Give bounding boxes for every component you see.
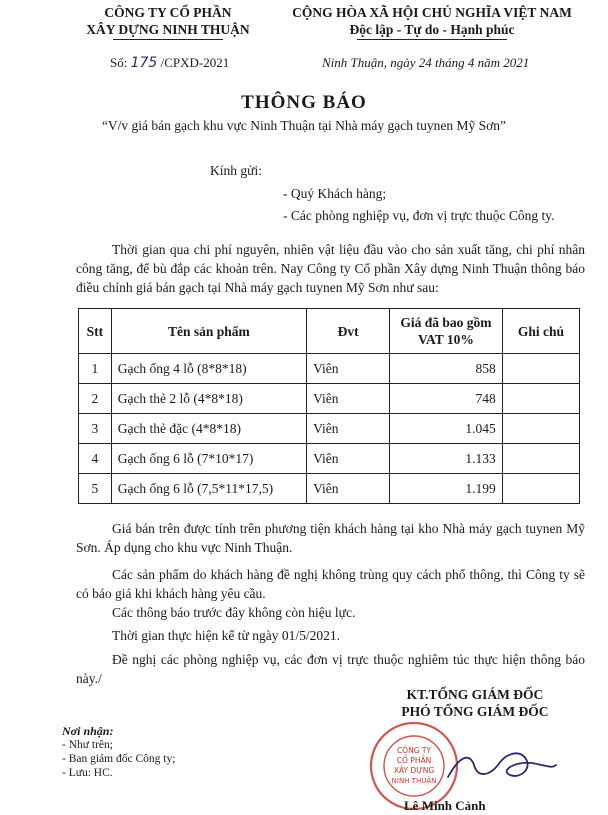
header-product-name: Tên sản phẩm	[111, 309, 306, 354]
recipients-heading: Nơi nhận:	[62, 724, 114, 738]
cell-unit: Viên	[307, 384, 390, 414]
cell-unit: Viên	[307, 474, 390, 504]
intro-paragraph	[76, 240, 585, 297]
paragraph-text: Thời gian thực hiện kể từ ngày 01/5/2021.	[112, 628, 340, 643]
cell-stt: 2	[79, 384, 112, 414]
signature-title-block	[360, 686, 590, 720]
header-stt: Stt	[79, 309, 112, 354]
document-number-suffix: /CPXD-2021	[157, 55, 230, 70]
cell-price: 1.133	[390, 444, 503, 474]
paragraph-text: Các thông báo trước đây không còn hiệu lực.	[112, 605, 356, 620]
signer-name: Lê Minh Cảnh	[404, 798, 486, 813]
cell-stt: 3	[79, 414, 112, 444]
recipient-departments: - Các phòng nghiệp vụ, đơn vị trực thuộc Công ty.	[283, 208, 555, 223]
cell-unit: Viên	[307, 354, 390, 384]
cell-stt: 4	[79, 444, 112, 474]
company-header	[68, 4, 268, 40]
table-header-row	[79, 309, 580, 354]
cell-price: 748	[390, 384, 503, 414]
signature-title-line2: PHÓ TỔNG GIÁM ĐỐC	[401, 704, 549, 719]
paragraph-text: Giá bán trên được tính trên phương tiện khách hàng tại kho Nhà máy gạch tuynen Mỹ Sơn. Áp dụng cho khu vực Ninh Thuận.	[76, 521, 585, 555]
recipients-item: - Như trên;	[62, 739, 113, 751]
recipients-item: - Ban giám đốc Công ty;	[62, 753, 176, 765]
recipient-customers: - Quý Khách hàng;	[283, 186, 387, 201]
recipients-list	[62, 724, 175, 780]
paragraph-effective-date	[76, 626, 585, 645]
document-subtitle: “V/v giá bán gạch khu vực Ninh Thuận tại Nhà máy gạch tuynen Mỹ Sơn”	[101, 118, 507, 133]
signature-title-line1: KT.TỔNG GIÁM ĐỐC	[406, 687, 544, 702]
recipients-item: - Lưu: HC.	[62, 767, 113, 779]
table-row	[79, 444, 580, 474]
paragraph-pricing-basis	[76, 519, 585, 557]
document-number-prefix: Số:	[110, 55, 131, 70]
cell-product-name: Gạch thẻ 2 lỗ (4*8*18)	[111, 384, 306, 414]
price-table	[78, 308, 580, 504]
paragraph-custom-products	[76, 565, 585, 603]
cell-price: 858	[390, 354, 503, 384]
paragraph-previous-notices	[76, 603, 585, 622]
paragraph-text: Đề nghị các phòng nghiệp vụ, các đơn vị trực thuộc nghiêm túc thực hiện thông báo này./	[76, 652, 585, 686]
cell-product-name: Gạch thẻ đặc (4*8*18)	[111, 414, 306, 444]
stamp-text: NINH THUẬN	[391, 777, 437, 785]
table-row	[79, 384, 580, 414]
stamp-text: XÂY DỰNG	[393, 766, 435, 775]
table-row	[79, 354, 580, 384]
cell-product-name: Gạch ống 6 lỗ (7*10*17)	[111, 444, 306, 474]
company-underline	[113, 39, 223, 40]
national-header	[282, 4, 582, 40]
cell-note	[502, 354, 579, 384]
handwritten-signature	[440, 735, 560, 795]
cell-product-name: Gạch ống 4 lỗ (8*8*18)	[111, 354, 306, 384]
nation-motto: Độc lập - Tự do - Hạnh phúc	[349, 22, 515, 37]
cell-price: 1.199	[390, 474, 503, 504]
cell-product-name: Gạch ống 6 lỗ (7,5*11*17,5)	[111, 474, 306, 504]
company-name-line1: CÔNG TY CỔ PHẦN	[104, 5, 232, 20]
stamp-text: CÔNG TY	[396, 746, 432, 755]
intro-text: Thời gian qua chi phí nguyên, nhiên vật liệu đầu vào cho sản xuất tăng, chi phí nhân công tăng, để bù đắp các khoản trên. Nay Công ty Cổ phần Xây dựng Ninh Thuận thông báo điều chỉnh giá bán gạch tại Nhà máy gạch tuynen Mỹ Sơn như sau:	[76, 242, 585, 295]
cell-stt: 1	[79, 354, 112, 384]
header-note: Ghi chú	[502, 309, 579, 354]
paragraph-text: Các sản phẩm do khách hàng đề nghị không trùng quy cách phổ thông, thì Công ty sẽ có báo giá khi khách hàng yêu cầu.	[76, 567, 585, 601]
company-name-line2: XÂY DỰNG NINH THUẬN	[86, 22, 250, 37]
table-row	[79, 474, 580, 504]
paragraph-request	[76, 650, 585, 688]
cell-unit: Viên	[307, 444, 390, 474]
nation-name: CỘNG HÒA XÃ HỘI CHỦ NGHĨA VIỆT NAM	[292, 5, 572, 20]
place-date: Ninh Thuận, ngày 24 tháng 4 năm 2021	[322, 55, 530, 70]
header-price: Giá đã bao gồm VAT 10%	[390, 309, 503, 354]
cell-stt: 5	[79, 474, 112, 504]
cell-note	[502, 444, 579, 474]
document-title: THÔNG BÁO	[241, 92, 367, 113]
document-number-handwritten: 175	[130, 55, 158, 71]
cell-unit: Viên	[307, 414, 390, 444]
cell-note	[502, 414, 579, 444]
greeting: Kính gửi:	[210, 163, 262, 178]
table-row	[79, 414, 580, 444]
cell-note	[502, 474, 579, 504]
stamp-text: CỔ PHẦN	[396, 756, 432, 765]
motto-underline	[357, 39, 507, 40]
header-unit: Đvt	[307, 309, 390, 354]
document-number	[110, 55, 229, 71]
cell-price: 1.045	[390, 414, 503, 444]
cell-note	[502, 384, 579, 414]
